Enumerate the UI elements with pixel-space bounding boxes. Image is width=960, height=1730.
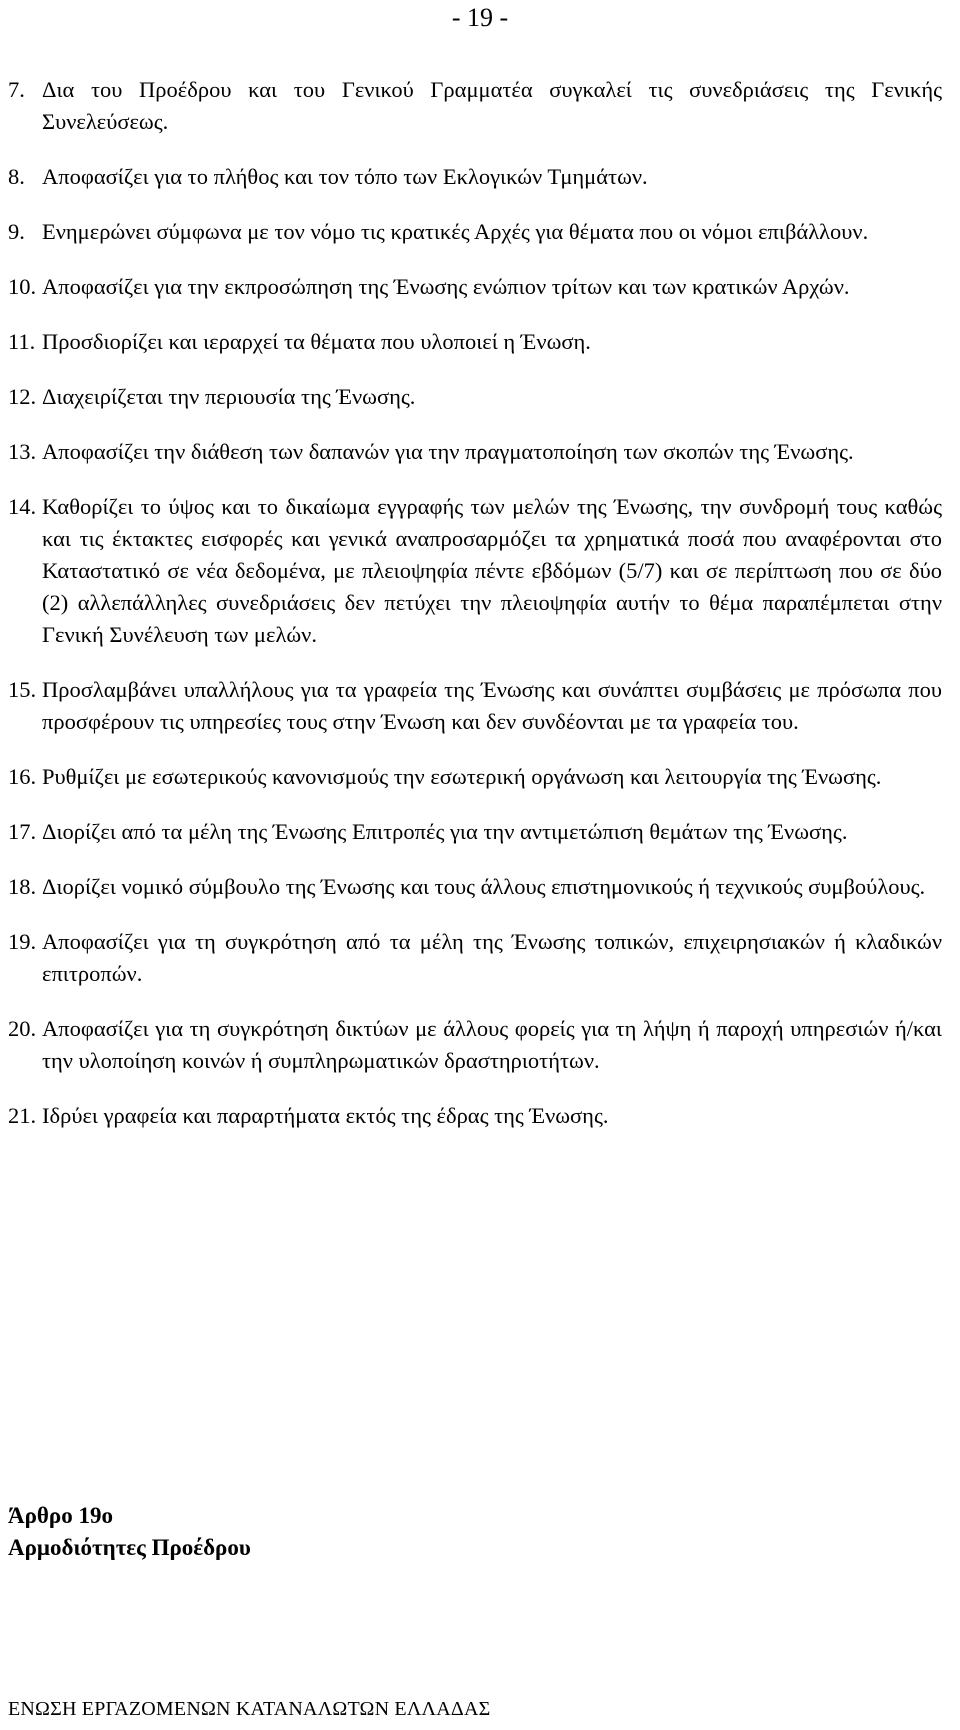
list-item [8,871,942,903]
list-item [8,271,942,303]
item-number: 9. [8,219,25,244]
list-item [8,161,942,193]
list-item [8,926,942,990]
item-text: Δια του Προέδρου και του Γενικού Γραμματέα συγκαλεί τις συνεδριάσεις της Γενικής Συνελεύσεως. [42,77,942,134]
item-text: Ρυθμίζει με εσωτερικούς κανονισμούς την εσωτερική οργάνωση και λειτουργία της Ένωσης. [42,764,882,789]
item-text: Διορίζει νομικό σύμβουλο της Ένωσης και τους άλλους επιστημονικούς ή τεχνικούς συμβούλους. [42,874,926,899]
item-text: Καθορίζει το ύψος και το δικαίωμα εγγραφής των μελών της Ένωσης, την συνδρομή τους καθώς και τις έκτακτες εισφορές και γενικά αναπροσαρμόζει τα χρηματικά ποσά που αναφέρονται στο Καταστατικό σε νέα δεδομένα, με πλειοψηφία πέντε εβδόμων (5/7) και σε περίπτωση που σε δύο (2) αλλεπάλληλες συνεδριάσεις δεν πετύχει την πλειοψηφία αυτήν το θέμα παραπέμπεται στην Γενική Συνέλευση των μελών. [42,494,942,647]
footer-organization: ΕΝΩΣΗ ΕΡΓΑΖΟΜΕΝΩΝ ΚΑΤΑΝΑΛΩΤΩΝ ΕΛΛΑΔΑΣ [8,1698,491,1720]
list-item [8,381,942,413]
item-text: Ενημερώνει σύμφωνα με τον νόμο τις κρατικές Αρχές για θέματα που οι νόμοι επιβάλλουν. [42,219,869,244]
item-text: Διορίζει από τα μέλη της Ένωσης Επιτροπές για την αντιμετώπιση θεμάτων της Ένωσης. [42,819,848,844]
list-item [8,674,942,738]
article-subtitle: Αρμοδιότητες Προέδρου [8,1535,251,1560]
item-number: 7. [8,77,25,102]
item-number: 8. [8,164,25,189]
list-item [8,216,942,248]
item-text: Αποφασίζει για τη συγκρότηση δικτύων με άλλους φορείς για τη λήψη ή παροχή υπηρεσιών ή/και την υλοποίηση κοινών ή συμπληρωματικών δραστηριοτήτων. [42,1016,942,1073]
item-text: Προσδιορίζει και ιεραρχεί τα θέματα που υλοποιεί η Ένωση. [42,329,591,354]
item-number: 10. [8,274,37,299]
item-text: Ιδρύει γραφεία και παραρτήματα εκτός της έδρας της Ένωσης. [42,1103,609,1128]
item-number: 12. [8,384,37,409]
list-item [8,74,942,138]
item-number: 18. [8,874,37,899]
item-number: 11. [8,329,36,354]
item-number: 19. [8,929,37,954]
item-number: 20. [8,1016,37,1041]
list-item [8,326,942,358]
item-text: Αποφασίζει για τη συγκρότηση από τα μέλη της Ένωσης τοπικών, επιχειρησιακών ή κλαδικών επιτροπών. [42,929,942,986]
item-number: 14. [8,494,37,519]
page-number: - 19 - [451,3,509,32]
item-text: Προσλαμβάνει υπαλλήλους για τα γραφεία της Ένωσης και συνάπτει συμβάσεις με πρόσωπα που προσφέρουν τις υπηρεσίες τους στην Ένωση και δεν συνδέονται με τα γραφεία του. [42,677,942,734]
article-heading [8,1500,251,1564]
item-text: Αποφασίζει την διάθεση των δαπανών για την πραγματοποίηση των σκοπών της Ένωσης. [42,439,854,464]
item-number: 17. [8,819,37,844]
item-text: Αποφασίζει για το πλήθος και τον τόπο των Εκλογικών Τμημάτων. [42,164,648,189]
item-text: Διαχειρίζεται την περιουσία της Ένωσης. [42,384,416,409]
item-text: Αποφασίζει για την εκπροσώπηση της Ένωσης ενώπιον τρίτων και των κρατικών Αρχών. [42,274,850,299]
article-title: Άρθρο 19ο [8,1503,113,1528]
list-item [8,816,942,848]
list-item [8,491,942,651]
list-item [8,761,942,793]
duties-list [8,74,942,1132]
list-item [8,1100,942,1132]
item-number: 15. [8,677,37,702]
item-number: 21. [8,1103,37,1128]
item-number: 16. [8,764,37,789]
list-item [8,436,942,468]
list-item [8,1013,942,1077]
item-number: 13. [8,439,37,464]
